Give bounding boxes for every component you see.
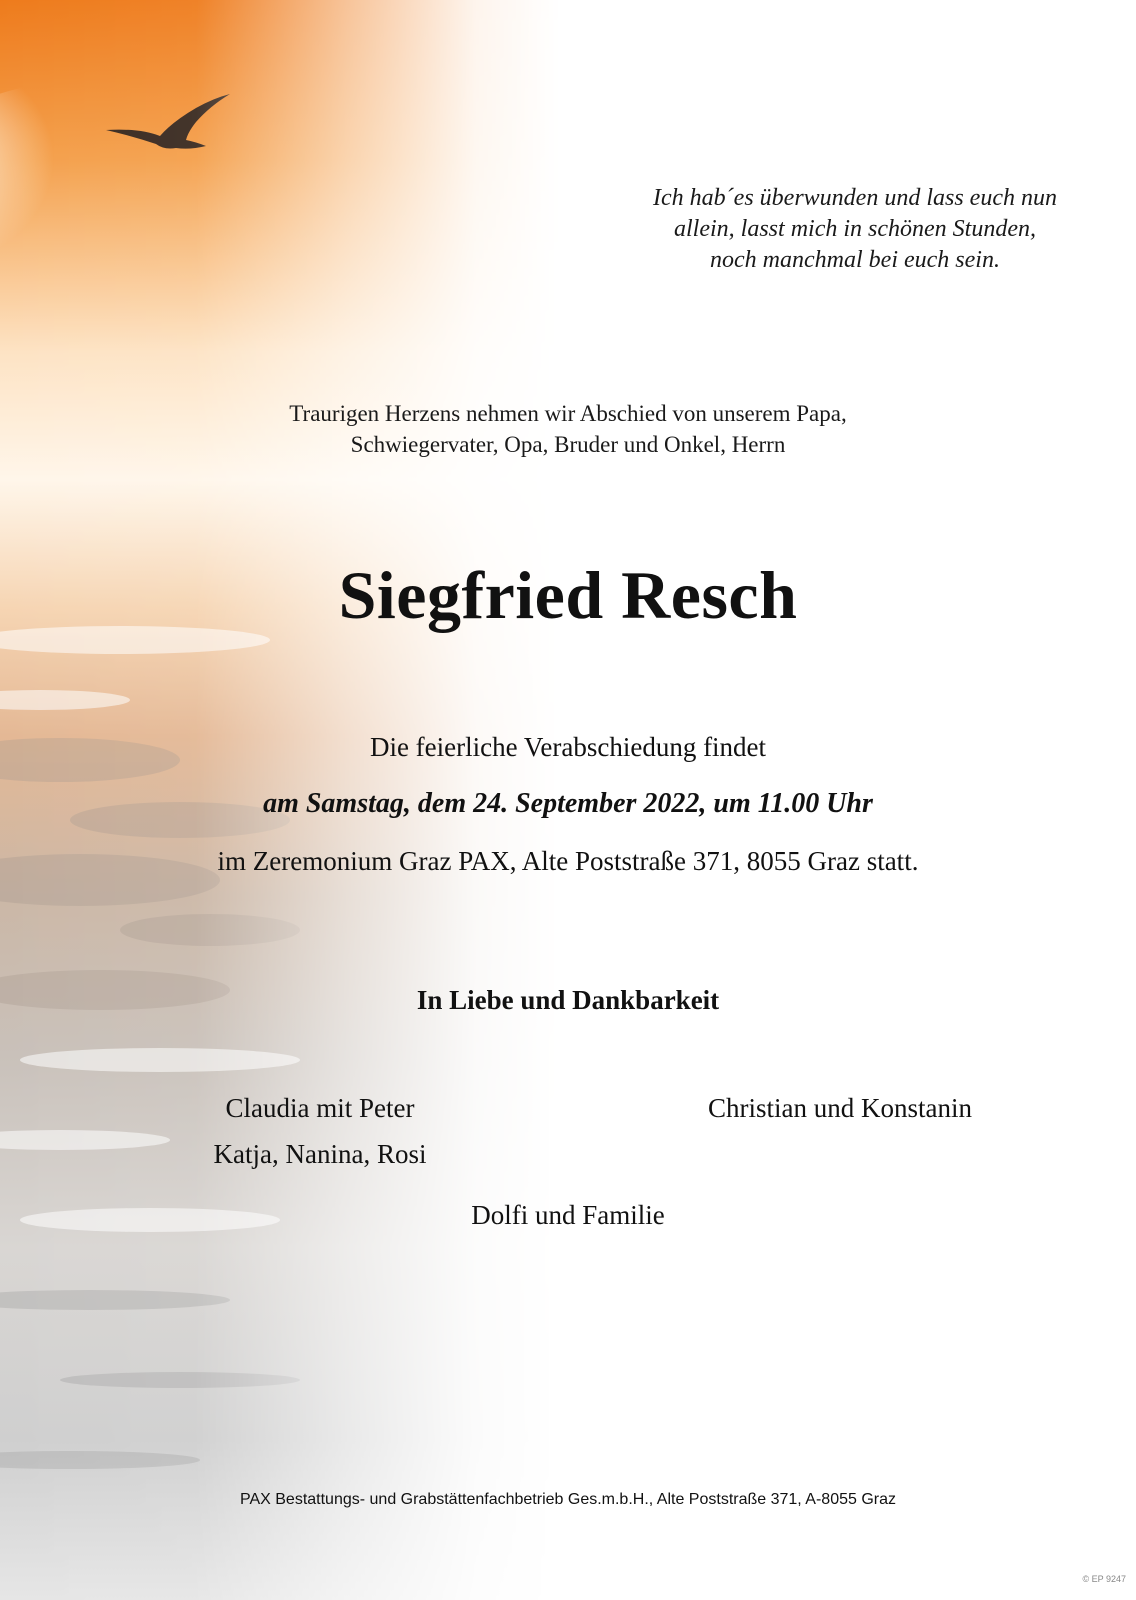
- intro-text: [0, 398, 1136, 460]
- mourner-center: Dolfi und Familie: [471, 1200, 665, 1230]
- poem-line: Ich hab´es überwunden und lass euch nun: [653, 185, 1057, 211]
- mourner-left-1: Claudia mit Peter: [225, 1093, 415, 1123]
- mourner-left-2: Katja, Nanina, Rosi: [213, 1139, 427, 1169]
- poem-line: allein, lasst mich in schönen Stunden,: [674, 216, 1036, 242]
- closing-phrase: In Liebe und Dankbarkeit: [416, 985, 720, 1015]
- deceased-name: Siegfried Resch: [338, 557, 798, 633]
- intro-line: Schwiegervater, Opa, Bruder und Onkel, Herrn: [350, 432, 786, 457]
- intro-line: Traurigen Herzens nehmen wir Abschied von unserem Papa,: [289, 401, 847, 426]
- footer-company: PAX Bestattungs- und Grabstättenfachbetrieb Ges.m.b.H., Alte Poststraße 371, A-8055 Graz: [239, 1491, 897, 1508]
- ceremony-date-time: am Samstag, dem 24. September 2022, um 11.00 Uhr: [263, 788, 873, 819]
- poem-line: noch manchmal bei euch sein.: [710, 247, 1000, 273]
- mourner-right-1: Christian und Konstanin: [708, 1093, 972, 1123]
- poem: [610, 183, 1100, 276]
- document-code: © EP 9247: [1082, 1574, 1126, 1584]
- ceremony-location: im Zeremonium Graz PAX, Alte Poststraße 371, 8055 Graz statt.: [217, 846, 919, 876]
- ceremony-intro: Die feierliche Verabschiedung findet: [369, 732, 767, 762]
